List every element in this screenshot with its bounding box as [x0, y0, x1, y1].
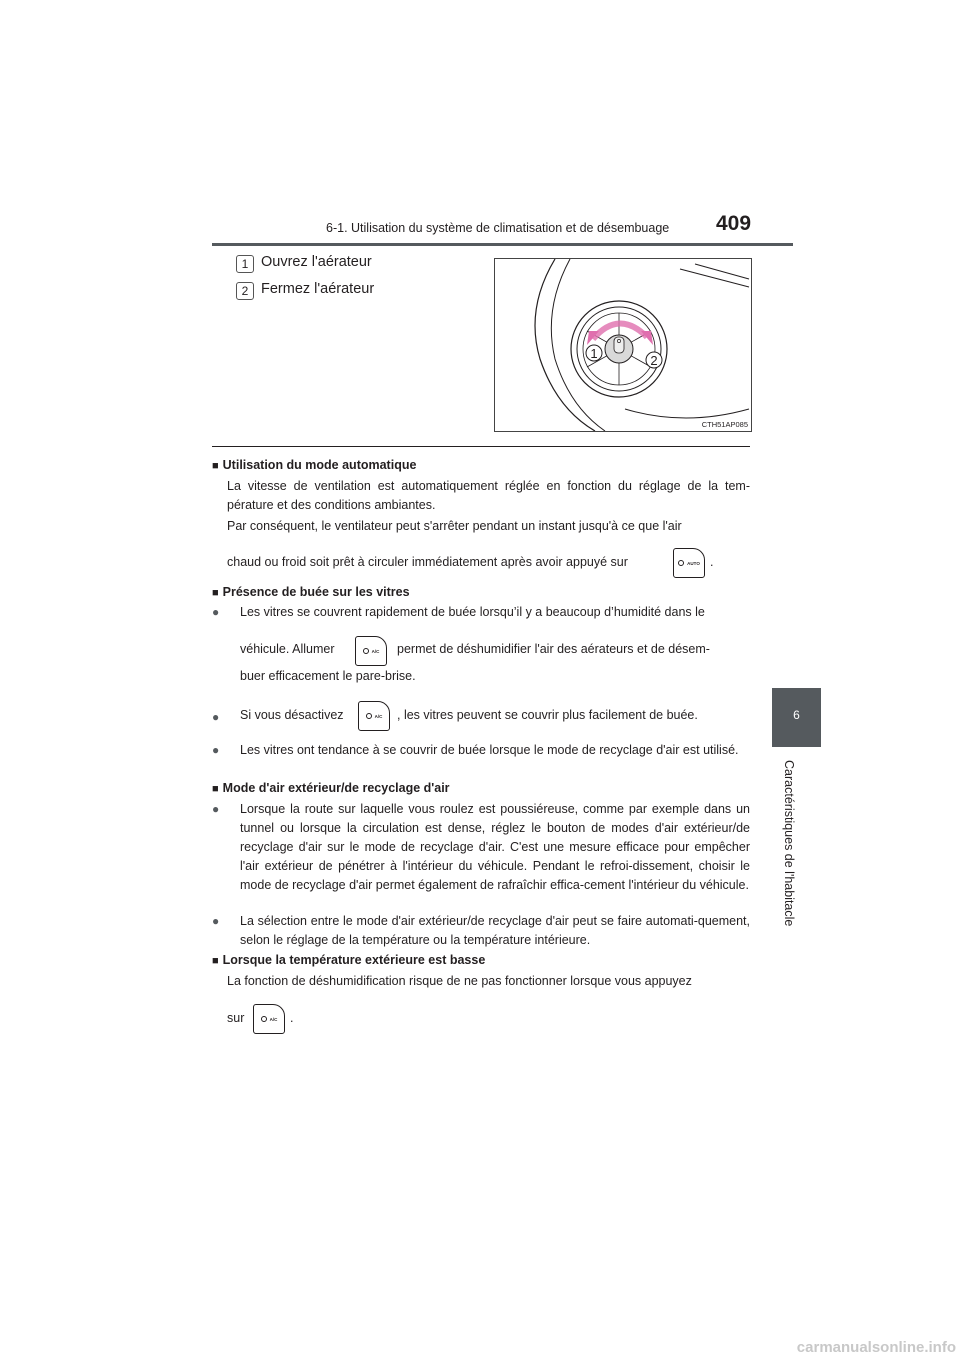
auto-mode-period: .	[710, 555, 714, 569]
callout-2: 2	[650, 353, 658, 368]
auto-button-icon: AUTO	[673, 548, 705, 578]
fog-bullet2-before: Si vous désactivez	[240, 708, 344, 722]
fog-bullet3: Les vitres ont tendance à se couvrir de buée lorsque le mode de recyclage d'air est utilisé.	[240, 743, 739, 757]
bullet-icon: ●	[212, 743, 220, 757]
page-number: 409	[716, 212, 752, 235]
square-bullet-icon: ■	[212, 955, 219, 967]
fog-bullet1-line1: Les vitres se couvrent rapidement de buée lorsqu’il y a beaucoup d’humidité dans le	[240, 605, 705, 619]
fog-bullet1-line2b: permet de déshumidifier l'air des aérateurs et de désem-	[397, 642, 710, 656]
auto-mode-para1: La vitesse de ventilation est automatiquement réglée en fonction du réglage de la tem-pérature et des conditions ambiantes.	[227, 479, 750, 512]
bullet-icon: ●	[212, 914, 220, 928]
chapter-tab	[772, 688, 821, 747]
chapter-label: Caractéristiques de l'habitacle	[782, 760, 796, 927]
low-temp-period: .	[290, 1011, 294, 1025]
step-2-number: 2	[236, 282, 254, 300]
fog-bullet1-line2a: véhicule. Allumer	[240, 642, 335, 656]
indicator-led-icon	[261, 1016, 267, 1022]
recirc-bullet1: Lorsque la route sur laquelle vous roulez est poussiéreuse, comme par exemple dans un tunnel ou lorsque la circulation est dense, réglez le bouton de modes d'air extérieur/de recyclage d'air sur le mode de recyclage d'air. C'est une mesure efficace pour empêcher l'air extérieur de pénétrer à l'intérieur du véhicule. Pendant le refroi-dissement, choisir le mode de recyclage d'air permet également de rafraîchir effica-cement l'intérieur du véhicule.	[240, 802, 750, 892]
header-rule	[212, 243, 793, 246]
watermark: carmanualsonline.info	[796, 1339, 956, 1356]
vent-drawing	[495, 259, 751, 431]
step-1-label: Ouvrez l'aérateur	[261, 254, 372, 270]
square-bullet-icon: ■	[212, 460, 219, 472]
ac-button-icon: A/C	[355, 636, 387, 666]
indicator-led-icon	[363, 648, 369, 654]
heading-fog: ■ Présence de buée sur les vitres	[212, 585, 410, 599]
figure-code: CTH51AP085	[701, 420, 748, 429]
callout-1: 1	[590, 346, 598, 361]
recirc-bullet2: La sélection entre le mode d'air extérieur/de recyclage d'air peut se faire automati-quement, selon le réglage de la température ou la température intérieure.	[240, 914, 750, 947]
square-bullet-icon: ■	[212, 587, 219, 599]
step-1-number: 1	[236, 255, 254, 273]
low-temp-line2-before: sur	[227, 1011, 245, 1025]
low-temp-line1: La fonction de déshumidification risque de ne pas fonctionner lorsque vous appuyez	[227, 974, 692, 988]
auto-mode-para2-line1: Par conséquent, le ventilateur peut s'arrêter pendant un instant jusqu'à ce que l'air	[227, 519, 682, 533]
ac-button-icon: A/C	[358, 701, 390, 731]
indicator-led-icon	[366, 713, 372, 719]
bullet-icon: ●	[212, 605, 220, 619]
chapter-number: 6	[793, 708, 800, 722]
heading-low-temp: ■ Lorsque la température extérieure est basse	[212, 953, 486, 967]
bullet-icon: ●	[212, 802, 220, 816]
step-2-label: Fermez l'aérateur	[261, 281, 375, 297]
fog-bullet1-line3: buer efficacement le pare-brise.	[240, 669, 416, 683]
ac-button-icon: A/C	[253, 1004, 285, 1034]
vent-illustration	[494, 258, 752, 432]
auto-mode-para2-line2: chaud ou froid soit prêt à circuler immédiatement après avoir appuyé sur	[227, 555, 628, 569]
bullet-icon: ●	[212, 710, 220, 724]
heading-recirculation: ■ Mode d'air extérieur/de recyclage d'air	[212, 781, 450, 795]
fog-bullet2-after: , les vitres peuvent se couvrir plus facilement de buée.	[397, 708, 698, 722]
heading-auto-mode: ■ Utilisation du mode automatique	[212, 458, 417, 472]
indicator-led-icon	[678, 560, 684, 566]
square-bullet-icon: ■	[212, 783, 219, 795]
section-divider	[212, 446, 750, 447]
header-title: 6-1. Utilisation du système de climatisation et de désembuage	[326, 221, 670, 235]
